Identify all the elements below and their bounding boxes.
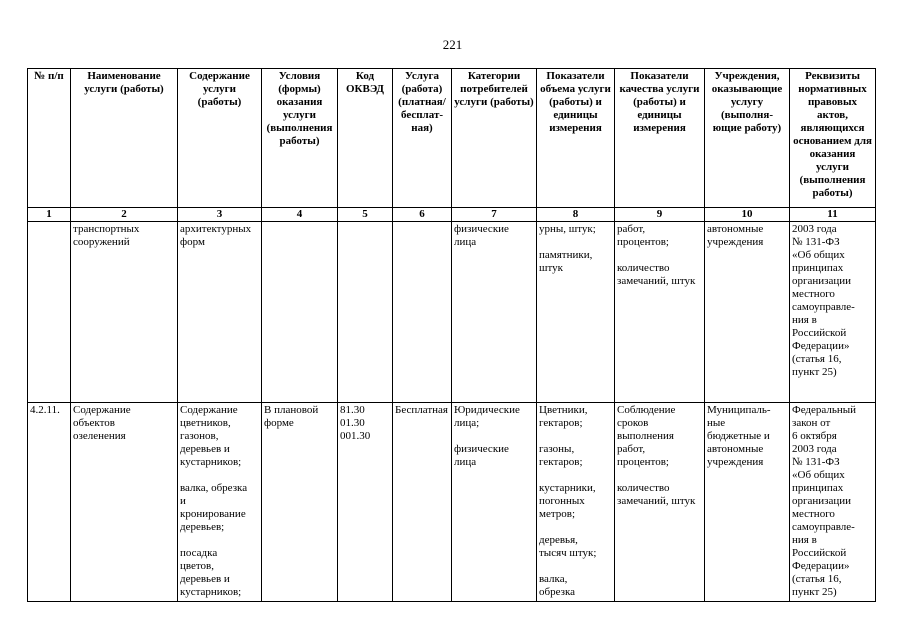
cell-line: процентов;: [617, 456, 669, 468]
cell-line: лица: [454, 236, 477, 248]
cell-line: самоуправле-: [792, 521, 855, 533]
cell-line: Муниципаль-: [707, 404, 771, 416]
line-gap: [617, 249, 702, 262]
cell-line: кустарников;: [180, 456, 242, 468]
table-row-4-2-11: [28, 403, 876, 602]
column-number: 7: [452, 208, 537, 222]
cell-okved: [338, 403, 393, 602]
cell-line: бюджетные и: [707, 430, 770, 442]
line-gap: [539, 560, 612, 573]
cell-line: деревья,: [539, 534, 578, 546]
header-cell: Показатели качества услуги (работы) и единицы измерения: [615, 69, 705, 208]
cell-line: Федерации»: [792, 340, 850, 352]
cell-line: самоуправле-: [792, 301, 855, 313]
cell-line: кустарников;: [180, 586, 242, 598]
cell-line: деревьев;: [180, 521, 225, 533]
cell-line: обрезка: [539, 586, 576, 598]
cell-line: гектаров;: [539, 456, 583, 468]
cell-line: валка, обрезка: [180, 482, 248, 494]
header-cell: Учреждения, оказывающие услугу (выполня-ющие работу): [705, 69, 790, 208]
line-gap: [454, 430, 534, 443]
cell-consumers: [452, 403, 537, 602]
cell-line: физические: [454, 223, 509, 235]
cell-line: количество: [617, 482, 670, 494]
header-cell: Реквизиты нормативных правовых актов, являющихся основанием для оказания услуги (выполнения работы): [790, 69, 876, 208]
cell-line: Федеральный: [792, 404, 857, 416]
cell-line: Федерации»: [792, 560, 850, 572]
column-number: 2: [71, 208, 178, 222]
cell-number: [28, 222, 71, 403]
column-number: 11: [790, 208, 876, 222]
column-number: 4: [262, 208, 338, 222]
cell-line: 81.30: [340, 404, 365, 416]
cell-line: Бесплатная: [395, 404, 448, 416]
cell-line: Юридические: [454, 404, 520, 416]
line-gap: [617, 469, 702, 482]
header-row: [28, 69, 876, 208]
cell-line: работ,: [617, 443, 646, 455]
header-cell: Код ОКВЭД: [338, 69, 393, 208]
cell-service-content: [178, 222, 262, 403]
cell-line: (статья 16,: [792, 573, 842, 585]
cell-line: метров;: [539, 508, 576, 520]
line-gap: [539, 469, 612, 482]
cell-line: организации: [792, 495, 852, 507]
header-cell: № п/п: [28, 69, 71, 208]
table-row-continuation: [28, 222, 876, 403]
cell-line: кронирование: [180, 508, 246, 520]
cell-line: Российской: [792, 547, 847, 559]
cell-line: 001.30: [340, 430, 371, 442]
cell-line: работ,: [617, 223, 646, 235]
line-gap: [539, 236, 612, 249]
line-gap: [539, 430, 612, 443]
cell-line: Содержание: [73, 404, 131, 416]
column-number: 10: [705, 208, 790, 222]
cell-line: штук: [539, 262, 563, 274]
page-number: 221: [442, 37, 463, 52]
cell-line: озеленения: [73, 430, 126, 442]
cell-line: деревьев и: [180, 443, 230, 455]
cell-line: (статья 16,: [792, 353, 842, 365]
header-cell: Содержание услуги (работы): [178, 69, 262, 208]
cell-line: автономные: [707, 223, 764, 235]
column-number: 5: [338, 208, 393, 222]
cell-line: Соблюдение: [617, 404, 676, 416]
cell-line: Цветники,: [539, 404, 588, 416]
cell-line: ные: [707, 417, 726, 429]
cell-line: принципах: [792, 482, 844, 494]
cell-line: организации: [792, 275, 852, 287]
cell-quality-indicators: [615, 403, 705, 602]
cell-line: лица;: [454, 417, 480, 429]
cell-number: 4.2.11.: [28, 403, 71, 602]
cell-line: ния в: [792, 314, 817, 326]
cell-line: памятники,: [539, 249, 593, 261]
cell-line: ния в: [792, 534, 817, 546]
cell-line: газонов,: [180, 430, 219, 442]
header-cell: Показатели объема услуги (работы) и единицы измерения: [537, 69, 615, 208]
cell-service-name: [71, 403, 178, 602]
cell-line: учреждения: [707, 456, 764, 468]
cell-legal-acts: [790, 403, 876, 602]
cell-paid-free: [393, 403, 452, 602]
cell-line: местного: [792, 288, 835, 300]
cell-service-content: [178, 403, 262, 602]
cell-line: № 131-ФЗ: [792, 456, 840, 468]
line-gap: [539, 521, 612, 534]
cell-line: пункт 25): [792, 366, 837, 378]
cell-line: автономные: [707, 443, 764, 455]
cell-line: сооружений: [73, 236, 130, 248]
cell-line: Российской: [792, 327, 847, 339]
cell-quality-indicators: [615, 222, 705, 403]
cell-line: деревьев и: [180, 573, 230, 585]
cell-line: лица: [454, 456, 477, 468]
cell-line: 6 октября: [792, 430, 837, 442]
cell-line: выполнения: [617, 430, 674, 442]
header-cell: Категории потребителей услуги (работы): [452, 69, 537, 208]
services-table: [27, 68, 876, 602]
cell-line: № 131-ФЗ: [792, 236, 840, 248]
cell-line: объектов: [73, 417, 115, 429]
cell-volume-indicators: [537, 222, 615, 403]
cell-okved: [338, 222, 393, 403]
column-number: 9: [615, 208, 705, 222]
line-gap: [180, 469, 259, 482]
cell-line: урны, штук;: [539, 223, 596, 235]
column-number: 3: [178, 208, 262, 222]
cell-line: количество: [617, 262, 670, 274]
header-cell: Услуга (работа) (платная/ бесплат-ная): [393, 69, 452, 208]
line-gap: [180, 534, 259, 547]
header-cell: Условия (формы) оказания услуги (выполнения работы): [262, 69, 338, 208]
cell-line: замечаний, штук: [617, 495, 696, 507]
cell-consumers: [452, 222, 537, 403]
cell-line: Содержание: [180, 404, 238, 416]
cell-line: закон от: [792, 417, 831, 429]
cell-line: В плановой: [264, 404, 319, 416]
cell-conditions: [262, 222, 338, 403]
cell-line: тысяч штук;: [539, 547, 597, 559]
column-number: 6: [393, 208, 452, 222]
cell-line: цветов,: [180, 560, 215, 572]
cell-legal-acts: [790, 222, 876, 403]
cell-line: газоны,: [539, 443, 575, 455]
cell-line: «Об общих: [792, 249, 845, 261]
cell-line: процентов;: [617, 236, 669, 248]
cell-paid-free: [393, 222, 452, 403]
column-number-row: [28, 208, 876, 222]
cell-institutions: [705, 222, 790, 403]
cell-line: пункт 25): [792, 586, 837, 598]
column-number: 1: [28, 208, 71, 222]
cell-volume-indicators: [537, 403, 615, 602]
cell-line: транспортных: [73, 223, 140, 235]
cell-line: физические: [454, 443, 509, 455]
cell-line: посадка: [180, 547, 218, 559]
cell-line: форм: [180, 236, 205, 248]
cell-line: сроков: [617, 417, 649, 429]
cell-line: погонных: [539, 495, 585, 507]
cell-line: валка,: [539, 573, 568, 585]
cell-line: цветников,: [180, 417, 231, 429]
cell-line: принципах: [792, 262, 844, 274]
cell-line: учреждения: [707, 236, 764, 248]
cell-conditions: [262, 403, 338, 602]
cell-service-name: [71, 222, 178, 403]
header-cell: Наименование услуги (работы): [71, 69, 178, 208]
cell-line: 2003 года: [792, 223, 837, 235]
cell-line: архитектурных: [180, 223, 252, 235]
cell-line: 2003 года: [792, 443, 837, 455]
cell-line: гектаров;: [539, 417, 583, 429]
cell-line: «Об общих: [792, 469, 845, 481]
cell-institutions: [705, 403, 790, 602]
cell-line: форме: [264, 417, 294, 429]
column-number: 8: [537, 208, 615, 222]
cell-line: и: [180, 495, 186, 507]
cell-line: замечаний, штук: [617, 275, 696, 287]
cell-line: местного: [792, 508, 835, 520]
cell-line: кустарники,: [539, 482, 596, 494]
cell-line: 01.30: [340, 417, 365, 429]
